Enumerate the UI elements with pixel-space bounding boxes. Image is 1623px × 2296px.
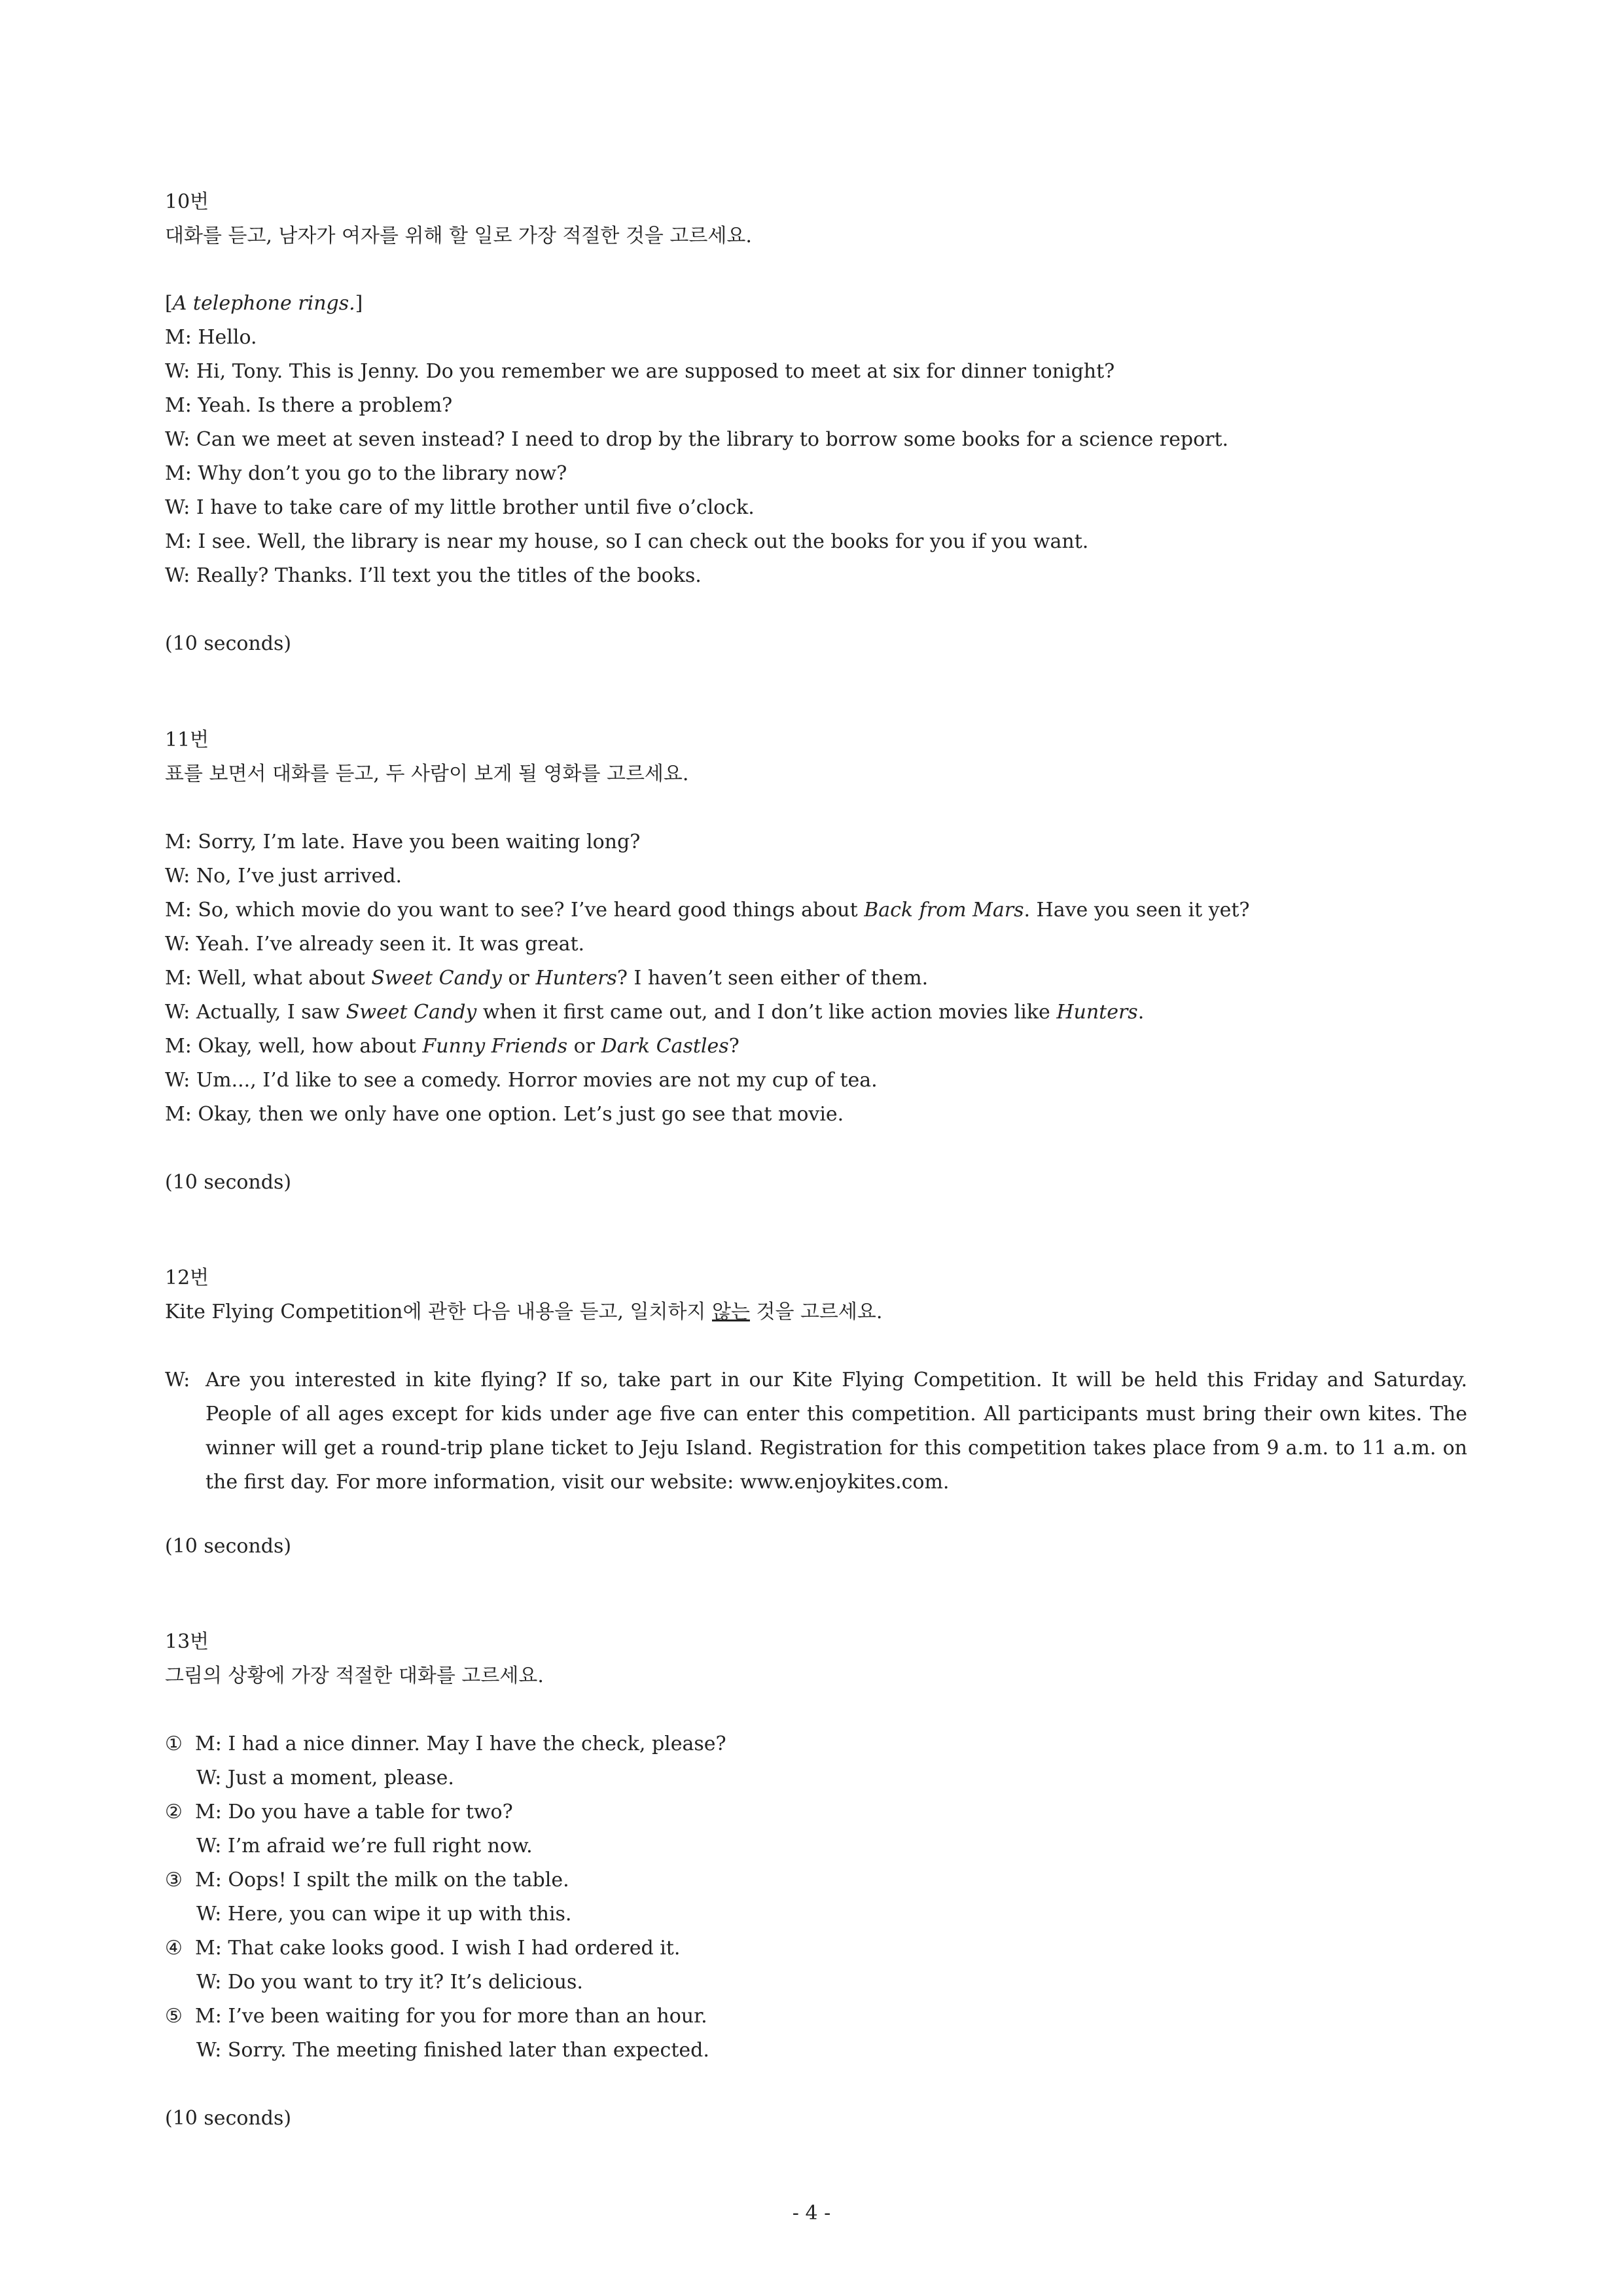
option-marker: ② xyxy=(165,1801,183,1823)
instruction-text: 것을 고르세요. xyxy=(749,1300,883,1323)
option-4-line-m xyxy=(165,1935,680,1962)
dialogue-line xyxy=(165,897,1250,924)
instruction-text: Kite Flying Competition에 관한 다음 내용을 듣고, 일치하지 xyxy=(165,1300,712,1323)
dialogue-text: . xyxy=(1137,1001,1145,1024)
dialogue-text: or xyxy=(501,967,536,990)
q12-number: 12번 xyxy=(165,1266,209,1289)
q11-pause: (10 seconds) xyxy=(165,1171,292,1194)
q10-pause: (10 seconds) xyxy=(165,632,292,655)
option-marker: ③ xyxy=(165,1869,183,1892)
option-text: M: Oops! I spilt the milk on the table. xyxy=(195,1869,569,1892)
underlined-word: 않는 xyxy=(711,1300,750,1323)
q13-instruction: 그림의 상황에 가장 적절한 대화를 고르세요. xyxy=(165,1664,544,1687)
dialogue-text: ? I haven’t seen either of them. xyxy=(616,967,929,990)
option-text: M: Do you have a table for two? xyxy=(195,1801,513,1823)
movie-title: Hunters xyxy=(535,967,617,990)
option-5-line-m xyxy=(165,2003,707,2030)
q12-pause: (10 seconds) xyxy=(165,1535,292,1558)
dialogue-text: ? xyxy=(728,1035,740,1058)
option-3-line-w: W: Here, you can wipe it up with this. xyxy=(196,1903,572,1926)
dialogue-line: W: No, I’ve just arrived. xyxy=(165,865,402,888)
dialogue-line: W: Can we meet at seven instead? I need to drop by the library to borrow some books for a science report. xyxy=(165,428,1229,451)
option-marker: ⑤ xyxy=(165,2005,183,2028)
q12-monologue xyxy=(165,1363,1467,1499)
bracket-open: [ xyxy=(165,292,173,315)
option-text: M: That cake looks good. I wish I had ordered it. xyxy=(195,1937,681,1960)
option-marker: ① xyxy=(165,1732,183,1755)
movie-title: Back from Mars xyxy=(864,899,1024,922)
q13-pause: (10 seconds) xyxy=(165,2107,292,2130)
dialogue-line: M: Why don’t you go to the library now? xyxy=(165,462,567,485)
dialogue-text: . Have you seen it yet? xyxy=(1024,899,1250,922)
dialogue-line: M: Okay, then we only have one option. Let’s just go see that movie. xyxy=(165,1103,844,1126)
q11-instruction: 표를 보면서 대화를 듣고, 두 사람이 보게 될 영화를 고르세요. xyxy=(165,762,689,785)
option-text: M: I’ve been waiting for you for more than an hour. xyxy=(195,2005,707,2028)
movie-title: Sweet Candy xyxy=(346,1001,477,1024)
dialogue-line: W: I have to take care of my little brother until five o’clock. xyxy=(165,496,755,519)
dialogue-text: M: Well, what about xyxy=(165,967,372,990)
q11-number: 11번 xyxy=(165,728,209,751)
option-2-line-m xyxy=(165,1799,513,1825)
option-5-line-w: W: Sorry. The meeting finished later than expected. xyxy=(196,2039,709,2062)
dialogue-text: M: Okay, well, how about xyxy=(165,1035,423,1058)
q12-instruction xyxy=(165,1299,882,1325)
dialogue-line xyxy=(165,999,1144,1026)
dialogue-line: M: I see. Well, the library is near my house, so I can check out the books for you if you want. xyxy=(165,530,1089,553)
q13-number: 13번 xyxy=(165,1630,209,1653)
dialogue-text: W: Actually, I saw xyxy=(165,1001,346,1024)
q10-instruction: 대화를 듣고, 남자가 여자를 위해 할 일로 가장 적절한 것을 고르세요. xyxy=(165,224,752,247)
option-1-line-w: W: Just a moment, please. xyxy=(196,1767,454,1789)
q10-stage-direction-line xyxy=(165,291,363,317)
dialogue-line: M: Hello. xyxy=(165,326,257,349)
option-marker: ④ xyxy=(165,1937,183,1960)
q10-number: 10번 xyxy=(165,190,209,213)
option-2-line-w: W: I’m afraid we’re full right now. xyxy=(196,1835,533,1857)
option-1-line-m xyxy=(165,1731,726,1757)
movie-title: Hunters xyxy=(1056,1001,1138,1024)
movie-title: Funny Friends xyxy=(422,1035,568,1058)
dialogue-line xyxy=(165,965,928,992)
dialogue-line: W: Really? Thanks. I’ll text you the titles of the books. xyxy=(165,564,702,587)
speaker-label: W: xyxy=(165,1369,190,1391)
dialogue-text: M: So, which movie do you want to see? I’ve heard good things about xyxy=(165,899,865,922)
movie-title: Dark Castles xyxy=(601,1035,729,1058)
dialogue-line: W: Yeah. I’ve already seen it. It was great. xyxy=(165,933,585,956)
option-3-line-m xyxy=(165,1867,569,1893)
bracket-close: ] xyxy=(355,292,363,315)
dialogue-line: W: Um..., I’d like to see a comedy. Horror movies are not my cup of tea. xyxy=(165,1069,878,1092)
page-number: - 4 - xyxy=(792,2202,831,2225)
option-4-line-w: W: Do you want to try it? It’s delicious. xyxy=(196,1971,583,1994)
dialogue-text: or xyxy=(567,1035,601,1058)
monologue-text: Are you interested in kite flying? If so, take part in our Kite Flying Competition. It will be held this Friday and Saturday. People of all ages except for kids under age five can enter this competition. All participants must bring their own kites. The winner will get a round-trip plane ticket to Jeju Island. Registration for this competition takes place from 9 a.m. to 11 a.m. on the first day. For more information, visit our website: www.enjoykites.com. xyxy=(205,1369,1467,1494)
option-text: M: I had a nice dinner. May I have the check, please? xyxy=(195,1732,726,1755)
movie-title: Sweet Candy xyxy=(371,967,502,990)
dialogue-line xyxy=(165,1033,740,1060)
dialogue-line: M: Yeah. Is there a problem? xyxy=(165,394,453,417)
dialogue-text: when it first came out, and I don’t like action movies like xyxy=(476,1001,1057,1024)
stage-direction: A telephone rings. xyxy=(172,292,355,315)
dialogue-line: W: Hi, Tony. This is Jenny. Do you remember we are supposed to meet at six for dinner tonight? xyxy=(165,360,1115,383)
dialogue-line: M: Sorry, I’m late. Have you been waiting long? xyxy=(165,831,641,853)
